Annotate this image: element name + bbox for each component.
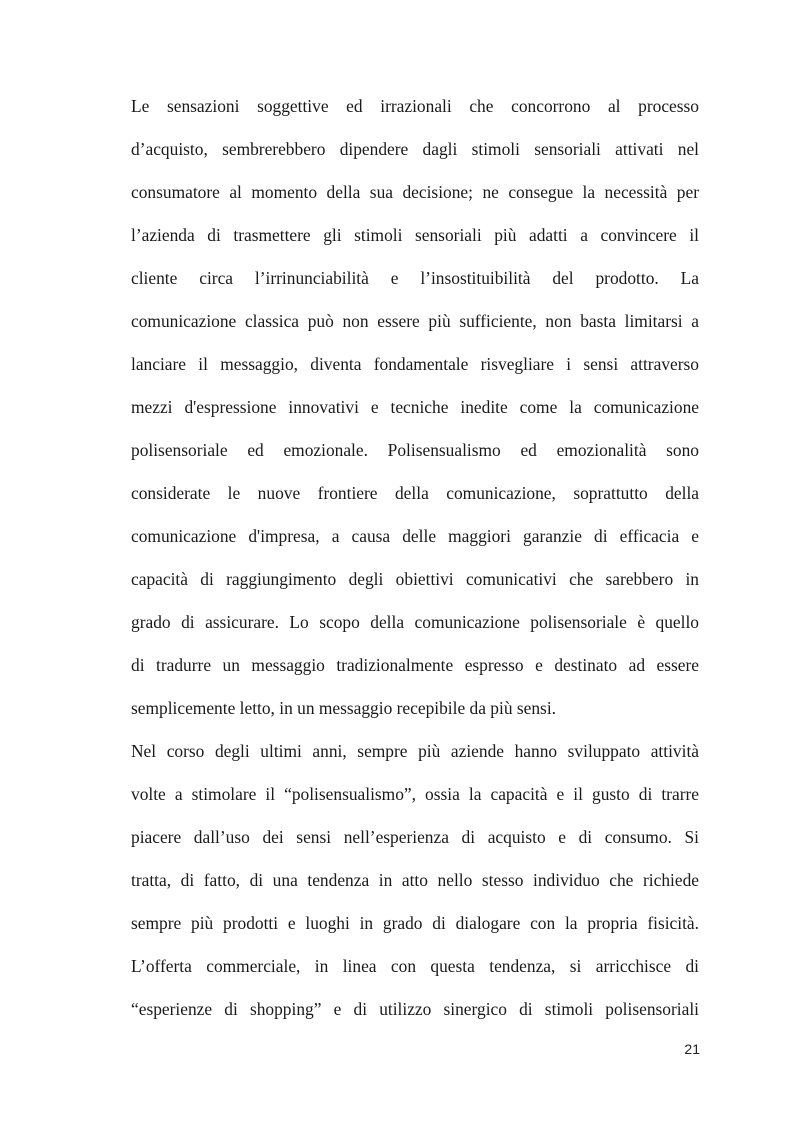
paragraph-1-line: consumatore al momento della sua decisione; ne consegue la necessità per [131,182,699,202]
paragraph-1-line: d’acquisto, sembrerebbero dipendere dagli stimoli sensoriali attivati nel [131,139,699,159]
paragraph-1-line: di tradurre un messaggio tradizionalmente espresso e destinato ad essere [131,655,699,675]
paragraph-1-line: mezzi d'espressione innovativi e tecniche inedite come la comunicazione [131,397,699,417]
paragraph-2-line: Nel corso degli ultimi anni, sempre più aziende hanno sviluppato attività [131,741,699,761]
paragraph-2-line: L’offerta commerciale, in linea con questa tendenza, si arricchisce di [131,956,699,976]
paragraph-1-line: comunicazione d'impresa, a causa delle maggiori garanzie di efficacia e [131,526,699,546]
paragraph-1-line: cliente circa l’irrinunciabilità e l’insostituibilità del prodotto. La [131,268,699,288]
paragraph-2-line: “esperienze di shopping” e di utilizzo sinergico di stimoli polisensoriali [131,999,699,1019]
paragraph-1-line: l’azienda di trasmettere gli stimoli sensoriali più adatti a convincere il [131,225,699,245]
paragraph-2-line: volte a stimolare il “polisensualismo”, ossia la capacità e il gusto di trarre [131,784,699,804]
paragraph-1-line: Le sensazioni soggettive ed irrazionali che concorrono al processo [131,96,699,116]
paragraph-1-line: considerate le nuove frontiere della comunicazione, soprattutto della [131,483,699,503]
paragraph-1-line: capacità di raggiungimento degli obiettivi comunicativi che sarebbero in [131,569,699,589]
paragraph-1-line: lanciare il messaggio, diventa fondamentale risvegliare i sensi attraverso [131,354,699,374]
paragraph-2-line: sempre più prodotti e luoghi in grado di dialogare con la propria fisicità. [131,913,699,933]
page-number: 21 [684,1041,700,1057]
paragraph-1-line: comunicazione classica può non essere più sufficiente, non basta limitarsi a [131,311,699,331]
paragraph-1-line: semplicemente letto, in un messaggio recepibile da più sensi. [131,698,556,718]
paragraph-2-line: piacere dall’uso dei sensi nell’esperienza di acquisto e di consumo. Si [131,827,699,847]
paragraph-2-line: tratta, di fatto, di una tendenza in atto nello stesso individuo che richiede [131,870,699,890]
paragraph-1-line: polisensoriale ed emozionale. Polisensualismo ed emozionalità sono [131,440,699,460]
paragraph-1-line: grado di assicurare. Lo scopo della comunicazione polisensoriale è quello [131,612,699,632]
